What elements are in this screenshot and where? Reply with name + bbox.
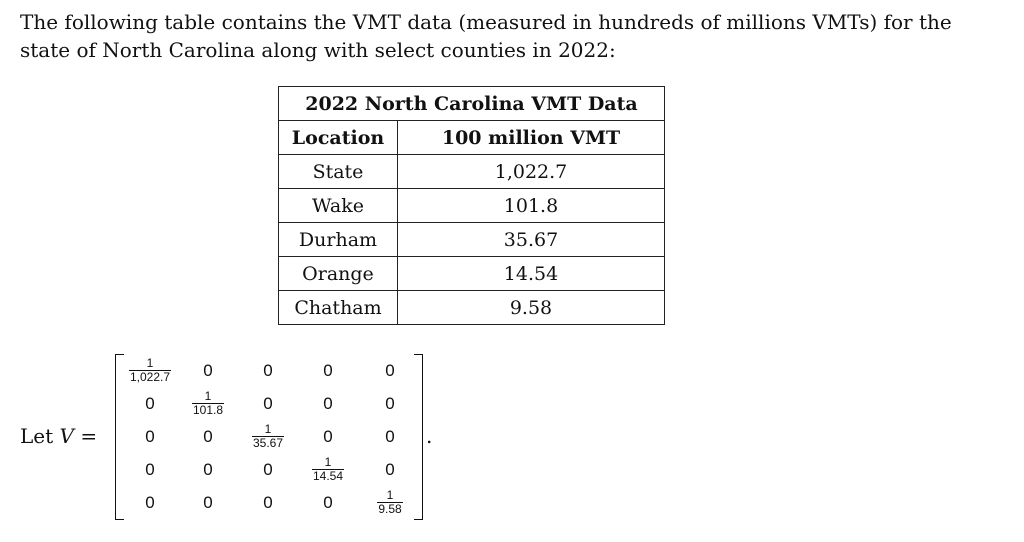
fraction	[312, 456, 344, 483]
equals-sign: =	[73, 424, 98, 448]
matrix-diagonal-entry	[122, 354, 178, 387]
location-cell: Wake	[279, 189, 398, 223]
matrix-diagonal-entry	[298, 453, 358, 486]
fraction-numerator: 1	[146, 356, 154, 370]
matrix-zero-entry: 0	[145, 459, 155, 479]
matrix-diagonal-entry	[238, 420, 298, 453]
fraction-denominator: 101.8	[192, 403, 224, 417]
matrix-zero-entry: 0	[323, 360, 333, 380]
location-cell: Chatham	[279, 291, 398, 325]
intro-paragraph: The following table contains the VMT data (measured in hundreds of millions VMTs) for the state of North Carolina along with select counties in 2022:	[20, 10, 952, 62]
matrix-zero-entry: 0	[323, 492, 333, 512]
fraction-denominator: 14.54	[312, 469, 344, 483]
fraction-numerator: 1	[386, 488, 394, 502]
matrix-zero-entry: 0	[385, 360, 395, 380]
table-row	[279, 223, 665, 257]
matrix-zero-entry: 0	[323, 393, 333, 413]
matrix-zero-entry: 0	[145, 426, 155, 446]
matrix-zero-entry: 0	[145, 393, 155, 413]
location-cell: Orange	[279, 257, 398, 291]
matrix-variable: V	[59, 424, 74, 448]
fraction-denominator: 1,022.7	[129, 370, 171, 384]
table-row	[279, 155, 665, 189]
fraction-numerator: 1	[264, 422, 272, 436]
table-row	[279, 291, 665, 325]
matrix-zero-entry: 0	[203, 426, 213, 446]
matrix-zero-entry: 0	[263, 492, 273, 512]
matrix-zero-entry: 0	[385, 393, 395, 413]
matrix-diagonal-entry	[358, 486, 422, 519]
matrix-diagonal-entry	[178, 387, 238, 420]
column-header-location: Location	[279, 121, 398, 155]
vmt-cell: 35.67	[398, 223, 665, 257]
vmt-data-table	[278, 86, 665, 325]
fraction	[192, 390, 224, 417]
matrix-zero-entry: 0	[203, 360, 213, 380]
vmt-cell: 9.58	[398, 291, 665, 325]
matrix-zero-entry: 0	[263, 393, 273, 413]
matrix-zero-entry: 0	[203, 492, 213, 512]
matrix-zero-entry: 0	[385, 459, 395, 479]
matrix-zero-entry: 0	[263, 459, 273, 479]
vmt-cell: 101.8	[398, 189, 665, 223]
matrix-zero-entry: 0	[203, 459, 213, 479]
label-prefix: Let	[20, 424, 60, 448]
table-row	[279, 257, 665, 291]
table-row	[279, 189, 665, 223]
fraction-numerator: 1	[204, 389, 212, 403]
location-cell: Durham	[279, 223, 398, 257]
fraction-denominator: 9.58	[378, 502, 402, 516]
location-cell: State	[279, 155, 398, 189]
matrix-zero-entry: 0	[323, 426, 333, 446]
column-header-vmt: 100 million VMT	[398, 121, 665, 155]
matrix-period: .	[426, 424, 433, 448]
fraction	[377, 489, 402, 516]
fraction-numerator: 1	[324, 455, 332, 469]
vmt-cell: 1,022.7	[398, 155, 665, 189]
matrix-label	[20, 424, 97, 448]
matrix-right-bracket	[414, 354, 423, 520]
fraction	[252, 423, 284, 450]
matrix-zero-entry: 0	[145, 492, 155, 512]
matrix-zero-entry: 0	[263, 360, 273, 380]
table-title: 2022 North Carolina VMT Data	[279, 87, 665, 121]
vmt-cell: 14.54	[398, 257, 665, 291]
matrix-zero-entry: 0	[385, 426, 395, 446]
fraction-denominator: 35.67	[252, 436, 284, 450]
fraction	[129, 357, 171, 384]
diagonal-matrix	[122, 354, 422, 519]
